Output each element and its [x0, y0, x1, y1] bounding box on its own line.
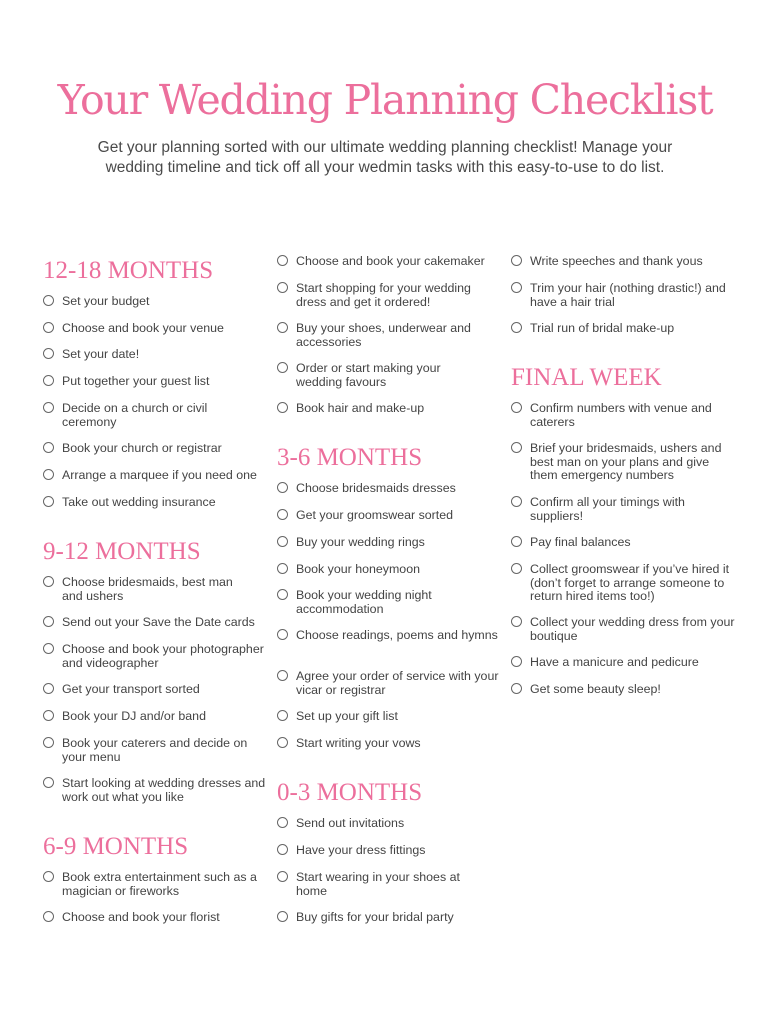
checklist-item[interactable] [511, 402, 736, 429]
checklist-item-label: Have your dress fittings [296, 843, 426, 857]
checklist-item-label: Brief your bridesmaids, ushers and best man on your plans and give them emergency numbers [530, 441, 722, 482]
checklist-item-label: Book your caterers and decide on your menu [62, 736, 248, 764]
checklist-item[interactable] [43, 442, 268, 456]
checklist-item[interactable] [43, 469, 268, 483]
checklist-item[interactable] [43, 348, 268, 362]
checkbox-circle-icon[interactable] [43, 683, 54, 694]
checklist-item-label: Collect your wedding dress from your boutique [530, 615, 735, 643]
checkbox-circle-icon[interactable] [277, 402, 288, 413]
checklist-item[interactable] [511, 322, 736, 336]
checklist-item-label: Send out invitations [296, 816, 405, 830]
checkbox-circle-icon[interactable] [277, 589, 288, 600]
checklist-item[interactable] [43, 576, 268, 603]
checklist-item[interactable] [43, 871, 268, 898]
checklist-item[interactable] [43, 295, 268, 309]
section-heading-9-12-months: 9-12 MONTHS [43, 538, 201, 565]
section-heading-final-week: FINAL WEEK [511, 364, 662, 391]
checklist-item-label: Have a manicure and pedicure [530, 655, 699, 669]
checkbox-circle-icon[interactable] [277, 362, 288, 373]
checklist-item-label: Choose and book your photographer and videographer [62, 642, 264, 670]
checklist-item[interactable] [277, 362, 502, 389]
section-heading-12-18-months: 12-18 MONTHS [43, 257, 214, 284]
checklist-item[interactable] [277, 629, 502, 643]
checkbox-circle-icon[interactable] [511, 442, 522, 453]
checkbox-circle-icon[interactable] [43, 295, 54, 306]
checkbox-circle-icon[interactable] [277, 817, 288, 828]
checkbox-circle-icon[interactable] [511, 656, 522, 667]
checklist-item[interactable] [43, 496, 268, 510]
checklist-item-label: Book your church or registrar [62, 441, 222, 455]
checklist-item[interactable] [511, 255, 736, 269]
checklist-item-label: Choose and book your florist [62, 910, 220, 924]
checklist-item[interactable] [277, 911, 502, 925]
checklist-item-label: Write speeches and thank yous [530, 254, 703, 268]
page-title: Your Wedding Planning Checklist [57, 76, 713, 124]
checklist-item-label: Get some beauty sleep! [530, 682, 661, 696]
checkbox-circle-icon[interactable] [511, 282, 522, 293]
checklist-item-label: Get your transport sorted [62, 682, 200, 696]
checkbox-circle-icon[interactable] [511, 322, 522, 333]
checklist-item[interactable] [277, 670, 502, 697]
checklist-item-label: Send out your Save the Date cards [62, 615, 255, 629]
checklist-item[interactable] [277, 710, 502, 724]
checkbox-circle-icon[interactable] [277, 737, 288, 748]
checklist-item-label: Book your DJ and/or band [62, 709, 206, 723]
checklist-item-label: Buy gifts for your bridal party [296, 910, 454, 924]
checklist-item[interactable] [43, 737, 268, 764]
checkbox-circle-icon[interactable] [277, 536, 288, 547]
checklist-item[interactable] [277, 402, 502, 416]
checklist-item[interactable] [277, 255, 502, 269]
checklist-item-label: Confirm numbers with venue and caterers [530, 401, 712, 429]
checkbox-circle-icon[interactable] [43, 348, 54, 359]
checklist-item[interactable] [43, 402, 268, 429]
checklist-item[interactable] [277, 509, 502, 523]
checklist-item[interactable] [511, 563, 736, 604]
intro-text: Get your planning sorted with our ultimate wedding planning checklist! Manage your wedding timeline and tick off all your wedmin tasks with this easy-to-use to do list. [97, 139, 673, 176]
checklist-item-label: Start looking at wedding dresses and work out what you like [62, 776, 266, 804]
checklist-item-label: Start shopping for your wedding dress and get it ordered! [296, 281, 471, 309]
checkbox-circle-icon[interactable] [43, 616, 54, 627]
checklist-item[interactable] [277, 536, 502, 550]
checklist-item[interactable] [43, 777, 268, 804]
checkbox-circle-icon[interactable] [277, 670, 288, 681]
checkbox-circle-icon[interactable] [277, 322, 288, 333]
checklist-item-label: Decide on a church or civil ceremony [62, 401, 208, 429]
checkbox-circle-icon[interactable] [277, 482, 288, 493]
checklist-item[interactable] [277, 737, 502, 751]
checklist-item[interactable] [511, 496, 736, 523]
checklist-item-label: Choose and book your venue [62, 321, 224, 335]
checkbox-circle-icon[interactable] [43, 322, 54, 333]
checklist-item[interactable] [43, 375, 268, 389]
checklist-item-label: Choose bridesmaids, best man and ushers [62, 575, 233, 603]
checkbox-circle-icon[interactable] [43, 442, 54, 453]
checklist-item-label: Agree your order of service with your vicar or registrar [296, 669, 499, 697]
checkbox-circle-icon[interactable] [43, 911, 54, 922]
checkbox-circle-icon[interactable] [511, 496, 522, 507]
checklist-item-label: Choose readings, poems and hymns [296, 628, 498, 642]
checklist-item[interactable] [511, 442, 736, 483]
checklist-item[interactable] [277, 871, 502, 898]
checkbox-circle-icon[interactable] [277, 629, 288, 640]
checklist-item-label: Trial run of bridal make-up [530, 321, 675, 335]
checklist-item-label: Book your wedding night accommodation [296, 588, 432, 616]
checklist-item[interactable] [277, 282, 502, 309]
checklist-item[interactable] [43, 710, 268, 724]
checkbox-circle-icon[interactable] [277, 563, 288, 574]
checklist-item[interactable] [277, 322, 502, 349]
checkbox-circle-icon[interactable] [43, 496, 54, 507]
section-heading-0-3-months: 0-3 MONTHS [277, 779, 423, 806]
checklist-item-label: Get your groomswear sorted [296, 508, 454, 522]
checkbox-circle-icon[interactable] [277, 255, 288, 266]
checkbox-circle-icon[interactable] [277, 282, 288, 293]
checkbox-circle-icon[interactable] [43, 777, 54, 788]
checkbox-circle-icon[interactable] [43, 375, 54, 386]
checklist-item[interactable] [277, 589, 502, 616]
section-heading-6-9-months: 6-9 MONTHS [43, 833, 189, 860]
checklist-item-label: Start writing your vows [296, 736, 421, 750]
checklist-item-label: Set up your gift list [296, 709, 398, 723]
checklist-item-label: Choose bridesmaids dresses [296, 481, 456, 495]
checkbox-circle-icon[interactable] [511, 616, 522, 627]
checklist-item-label: Buy your shoes, underwear and accessories [296, 321, 471, 349]
checkbox-circle-icon[interactable] [511, 563, 522, 574]
checkbox-circle-icon[interactable] [511, 536, 522, 547]
checklist-item[interactable] [511, 282, 736, 309]
checklist-item-label: Choose and book your cakemaker [296, 254, 485, 268]
checkbox-circle-icon[interactable] [511, 683, 522, 694]
checklist-item-label: Set your date! [62, 347, 140, 361]
checklist-item-label: Arrange a marquee if you need one [62, 468, 257, 482]
checklist-item[interactable] [277, 844, 502, 858]
checkbox-circle-icon[interactable] [43, 469, 54, 480]
checkbox-circle-icon[interactable] [43, 643, 54, 654]
checklist-item-label: Pay final balances [530, 535, 631, 549]
checklist-item[interactable] [277, 817, 502, 831]
checklist-item[interactable] [511, 616, 736, 643]
checklist-item-label: Set your budget [62, 294, 150, 308]
checklist-item-label: Book your honeymoon [296, 562, 420, 576]
checkbox-circle-icon[interactable] [43, 576, 54, 587]
checklist-item[interactable] [43, 616, 268, 630]
checkbox-circle-icon[interactable] [277, 911, 288, 922]
checklist-item[interactable] [43, 911, 268, 925]
checklist-item[interactable] [43, 322, 268, 336]
checklist-item-label: Buy your wedding rings [296, 535, 425, 549]
checkbox-circle-icon[interactable] [277, 871, 288, 882]
checklist-item-label: Book hair and make-up [296, 401, 425, 415]
checkbox-circle-icon[interactable] [277, 710, 288, 721]
checklist-item-label: Trim your hair (nothing drastic!) and have a hair trial [530, 281, 726, 309]
checkbox-circle-icon[interactable] [43, 737, 54, 748]
checkbox-circle-icon[interactable] [43, 402, 54, 413]
checklist-item[interactable] [277, 563, 502, 577]
checklist-item-label: Take out wedding insurance [62, 495, 216, 509]
checklist-item[interactable] [511, 536, 736, 550]
checklist-item[interactable] [511, 656, 736, 670]
checklist-item-label: Order or start making your wedding favours [296, 361, 441, 389]
checklist-item-label: Book extra entertainment such as a magician or fireworks [62, 870, 257, 898]
checkbox-circle-icon[interactable] [511, 402, 522, 413]
section-heading-3-6-months: 3-6 MONTHS [277, 444, 423, 471]
checklist-item-label: Put together your guest list [62, 374, 210, 388]
checkbox-circle-icon[interactable] [277, 844, 288, 855]
checklist-item[interactable] [43, 683, 268, 697]
checklist-item-label: Collect groomswear if you’ve hired it (don’t forget to arrange someone to return hired items too!) [530, 562, 730, 603]
checklist-item[interactable] [43, 643, 268, 670]
checkbox-circle-icon[interactable] [277, 509, 288, 520]
checklist-item-label: Start wearing in your shoes at home [296, 870, 460, 898]
checklist-item-label: Confirm all your timings with suppliers! [530, 495, 685, 523]
checkbox-circle-icon[interactable] [43, 710, 54, 721]
checklist-item[interactable] [511, 683, 736, 697]
checklist-item[interactable] [277, 482, 502, 496]
checkbox-circle-icon[interactable] [43, 871, 54, 882]
checkbox-circle-icon[interactable] [511, 255, 522, 266]
